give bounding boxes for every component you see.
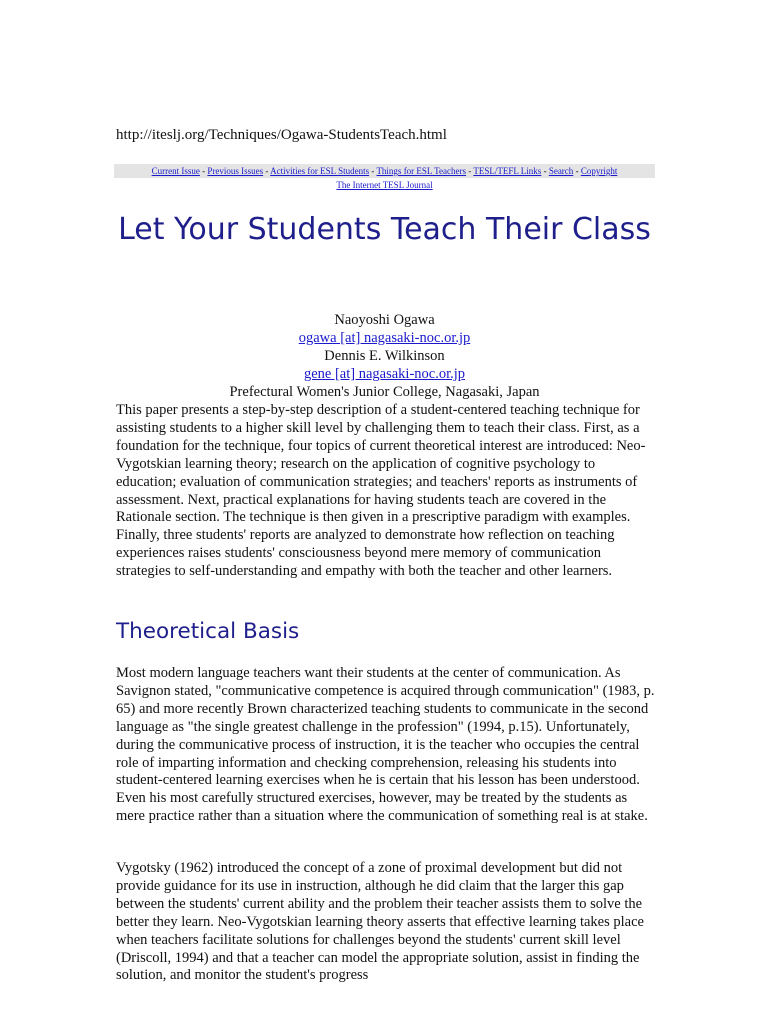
page-url: http://iteslj.org/Techniques/Ogawa-StudentsTeach.html xyxy=(116,127,447,143)
nav-link-current-issue[interactable]: Current Issue xyxy=(151,166,200,176)
journal-home-link[interactable]: The Internet TESL Journal xyxy=(336,180,433,190)
nav-link-activities[interactable]: Activities for ESL Students xyxy=(270,166,370,176)
body-paragraph: Most modern language teachers want their students at the center of communication. As Savignon stated, "communicative competence is acquired through communication" (1983, p. 65) and more recently Brown characterized teaching students to communicate in the second language as "the single greatest challenge in the profession" (1994, p.15). Unfortunately, during the communicative process of instruction, it is the teacher who occupies the central role of imparting information and checking comprehension, releasing his students into student-centered learning exercises when he is certain that his lesson has been understood. Even his most carefully structured exercises, however, may be treated by the students as mere practice rather than a situation where the communication of something real is at stake. xyxy=(116,665,655,825)
nav-link-things-for-teachers[interactable]: Things for ESL Teachers xyxy=(376,166,467,176)
author-name: Dennis E. Wilkinson xyxy=(324,348,445,364)
abstract-paragraph: This paper presents a step-by-step description of a student-centered teaching technique for assisting students to a higher skill level by challenging them to teach their class. First, as a foundation for the technique, four topics of current theoretical interest are introduced: Neo-Vygotskian learning theory; research on the application of cognitive psychology to education; evaluation of communication strategies; and teachers' reports as instruments of assessment. Next, practical explanations for having students teach are covered in the Rationale section. The technique is then given in a prescriptive paradigm with examples. Finally, three students' reports are analyzed to demonstrate how reflection on teaching experiences raises students' consciousness beyond mere memory of communication strategies to self-understanding and empathy with both the teacher and other learners. xyxy=(116,402,646,580)
author-email-link[interactable]: ogawa [at] nagasaki-noc.or.jp xyxy=(298,330,471,346)
author-affiliation: Prefectural Women's Junior College, Nagasaki, Japan xyxy=(229,384,540,400)
nav-link-copyright[interactable]: Copyright xyxy=(580,166,618,176)
nav-link-tesl-links[interactable]: TESL/TEFL Links xyxy=(473,166,542,176)
nav-link-search[interactable]: Search xyxy=(548,166,574,176)
author-name: Naoyoshi Ogawa xyxy=(334,312,435,328)
section-heading: Theoretical Basis xyxy=(116,619,300,644)
body-paragraph: Vygotsky (1962) introduced the concept of a zone of proximal development but did not provide guidance for its use in instruction, although he did claim that the larger this gap between the students' current ability and the problem their teacher assists them to solve the better they learn. Neo-Vygotskian learning theory asserts that effective learning takes place when teachers facilitate solutions for challenges beyond the students' current skill level (Driscoll, 1994) and that a teacher can model the appropriate solution, assist in finding the solution, and monitor the student's progress xyxy=(116,860,644,984)
author-email-link[interactable]: gene [at] nagasaki-noc.or.jp xyxy=(303,366,466,382)
author-block xyxy=(114,311,655,401)
article-title: Let Your Students Teach Their Class xyxy=(118,212,651,247)
nav-link-previous-issues[interactable]: Previous Issues xyxy=(207,166,264,176)
journal-nav-bar: Current Issue - Previous Issues - Activities for ESL Students - Things for ESL Teachers - TESL/TEFL Links - Search - Copyright xyxy=(114,164,655,178)
journal-link-row xyxy=(114,179,655,191)
